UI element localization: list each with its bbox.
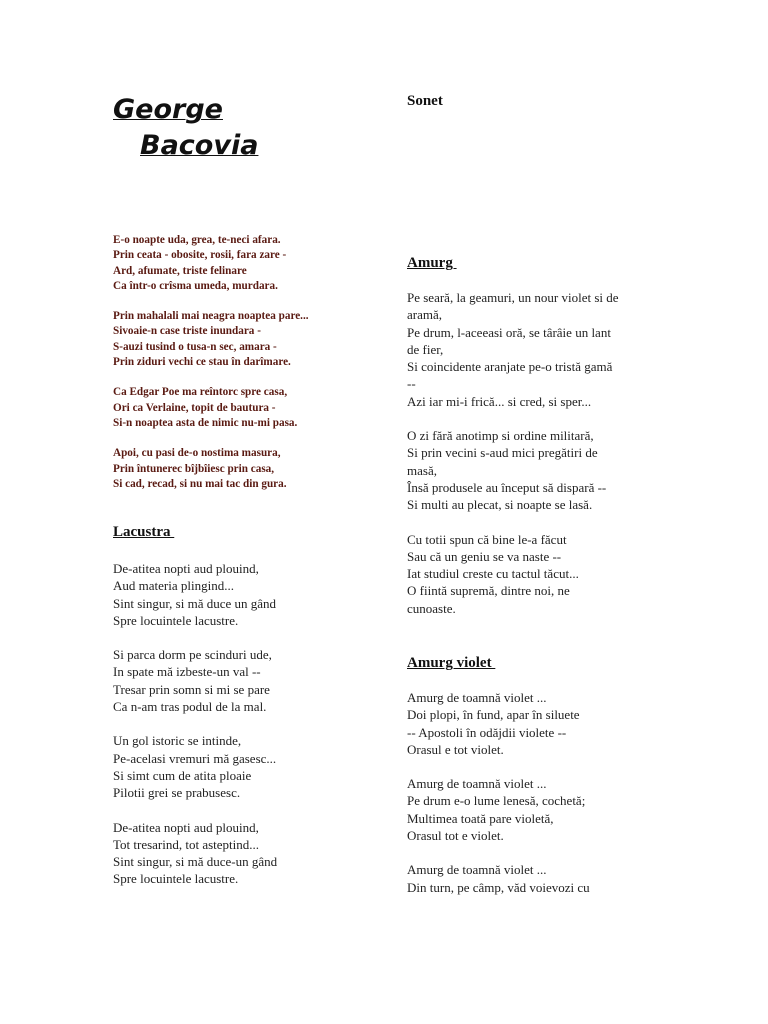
- poem-lacustra-text: [113, 560, 363, 905]
- stanza: [113, 446, 373, 492]
- poem-line: Si multi au plecat, si noapte se lasă.: [407, 497, 593, 513]
- poem-line: Prin întunerec bîjbîiesc prin casa,: [113, 462, 275, 475]
- poem-line: Azi iar mi-i frică... si cred, si sper...: [407, 393, 592, 409]
- poem-title-sonet: Sonet: [407, 93, 443, 109]
- poem-line: Tresar prin somn si mi se pare: [113, 681, 270, 697]
- poem-line: Sau că un geniu se va naste --: [407, 548, 562, 564]
- poem-line: Ca n-am tras podul de la mal.: [113, 699, 267, 715]
- poem-line: Însă produsele au început să dispară --: [407, 479, 607, 495]
- poem-line: Aud materia plingind...: [113, 578, 234, 594]
- poem-line: de fier,: [407, 341, 444, 357]
- poem-line: De-atitea nopti aud plouind,: [113, 561, 259, 576]
- author-first-name: George: [113, 94, 223, 125]
- poem-line: Amurg de toamnă violet ...: [407, 690, 547, 705]
- stanza: [407, 531, 662, 617]
- author-name: [113, 92, 258, 164]
- poem-line: Tot tresarind, tot asteptind...: [113, 836, 260, 852]
- poem-line: Din turn, pe câmp, văd voievozi cu: [407, 879, 590, 895]
- poem-line: O zi fără anotimp si ordine militară,: [407, 428, 594, 444]
- poem-line: aramă,: [407, 307, 443, 323]
- poem-line: Un gol istoric se intinde,: [113, 733, 242, 749]
- poem-line: Spre locuintele lacustre.: [113, 612, 239, 628]
- poem-sonet-text: [113, 233, 373, 492]
- stanza: [113, 233, 373, 294]
- poem-line: Si prin vecini s-aud mici pregătiri de: [407, 445, 598, 461]
- stanza: [407, 861, 657, 896]
- poem-title-lacustra: Lacustra: [113, 524, 175, 540]
- stanza: [407, 289, 662, 410]
- poem-line: Ca într-o crîsma umeda, murdara.: [113, 279, 278, 292]
- poem-line: Pe drum e-o lume lenesă, cochetă;: [407, 793, 586, 809]
- stanza: [407, 427, 662, 513]
- poem-line: Sint singur, si mă duce-un gând: [113, 854, 278, 870]
- poem-line: -- Apostoli în odăjdii violete --: [407, 724, 567, 740]
- poem-line: Sint singur, si mă duce un gând: [113, 595, 277, 611]
- poem-line: cunoaste.: [407, 600, 456, 616]
- stanza: [407, 689, 657, 758]
- poem-line: Si cad, recad, si nu mai tac din gura.: [113, 477, 287, 490]
- stanza: [113, 309, 373, 370]
- poem-line: Pilotii grei se prabusesc.: [113, 785, 241, 801]
- poem-line: S-auzi tusind o tusa-n sec, amara -: [113, 340, 277, 353]
- poem-line: De-atitea nopti aud plouind,: [113, 819, 259, 835]
- poem-line: Amurg de toamnă violet ...: [407, 862, 547, 878]
- stanza: [113, 819, 363, 888]
- poem-line: Prin mahalali mai neagra noaptea pare...: [113, 310, 309, 323]
- poem-line: Cu totii spun că bine le-a făcut: [407, 531, 567, 547]
- poem-line: Multimea toată pare violetă,: [407, 810, 554, 826]
- poem-line: Doi plopi, în fund, apar în siluete: [407, 707, 580, 723]
- poem-line: masă,: [407, 462, 437, 478]
- poem-line: Prin ceata - obosite, rosii, fara zare -: [113, 249, 287, 262]
- poem-line: Amurg de toamnă violet ...: [407, 776, 547, 792]
- poem-amurg-text: [407, 289, 662, 634]
- poem-title-amurg-violet: Amurg violet: [407, 655, 496, 671]
- poem-amurg-violet-text: [407, 689, 657, 913]
- poem-line: Si simt cum de atita ploaie: [113, 767, 252, 783]
- poem-line: E-o noapte uda, grea, te-neci afara.: [113, 234, 281, 246]
- poem-line: Si parca dorm pe scinduri ude,: [113, 647, 272, 663]
- poem-line: Pe-acelasi vremuri mă gasesc...: [113, 750, 277, 766]
- poem-line: Spre locuintele lacustre.: [113, 871, 239, 887]
- poem-line: O fiintă supremă, dintre noi, ne: [407, 583, 570, 599]
- poem-line: Si coincidente aranjate pe-o tristă gamă: [407, 359, 613, 375]
- poem-line: Pe drum, l-aceeasi oră, se târâie un lant: [407, 324, 611, 340]
- stanza: [407, 775, 657, 844]
- stanza: [113, 385, 373, 431]
- stanza: [113, 560, 363, 629]
- stanza: [113, 732, 363, 801]
- poem-line: Ori ca Verlaine, topit de bautura -: [113, 401, 276, 414]
- poem-line: In spate mă izbeste-un val --: [113, 664, 261, 680]
- poem-line: Prin ziduri vechi ce stau în darîmare.: [113, 356, 291, 369]
- poem-line: Orasul tot e violet.: [407, 828, 504, 844]
- poem-line: Ard, afumate, triste felinare: [113, 264, 247, 277]
- poem-line: Orasul e tot violet.: [407, 741, 504, 757]
- poem-line: Ca Edgar Poe ma reîntorc spre casa,: [113, 386, 288, 399]
- poem-line: Si-n noaptea asta de nimic nu-mi pasa.: [113, 416, 298, 429]
- poem-line: --: [407, 376, 416, 392]
- poem-title-amurg: Amurg: [407, 255, 457, 271]
- poem-line: Sivoaie-n case triste inundara -: [113, 325, 261, 338]
- stanza: [113, 646, 363, 715]
- author-last-name: Bacovia: [140, 130, 259, 161]
- poem-line: Pe seară, la geamuri, un nour violet si de: [407, 290, 619, 305]
- poem-line: Iat studiul creste cu tactul tăcut...: [407, 566, 579, 582]
- poem-line: Apoi, cu pasi de-o nostima masura,: [113, 447, 281, 460]
